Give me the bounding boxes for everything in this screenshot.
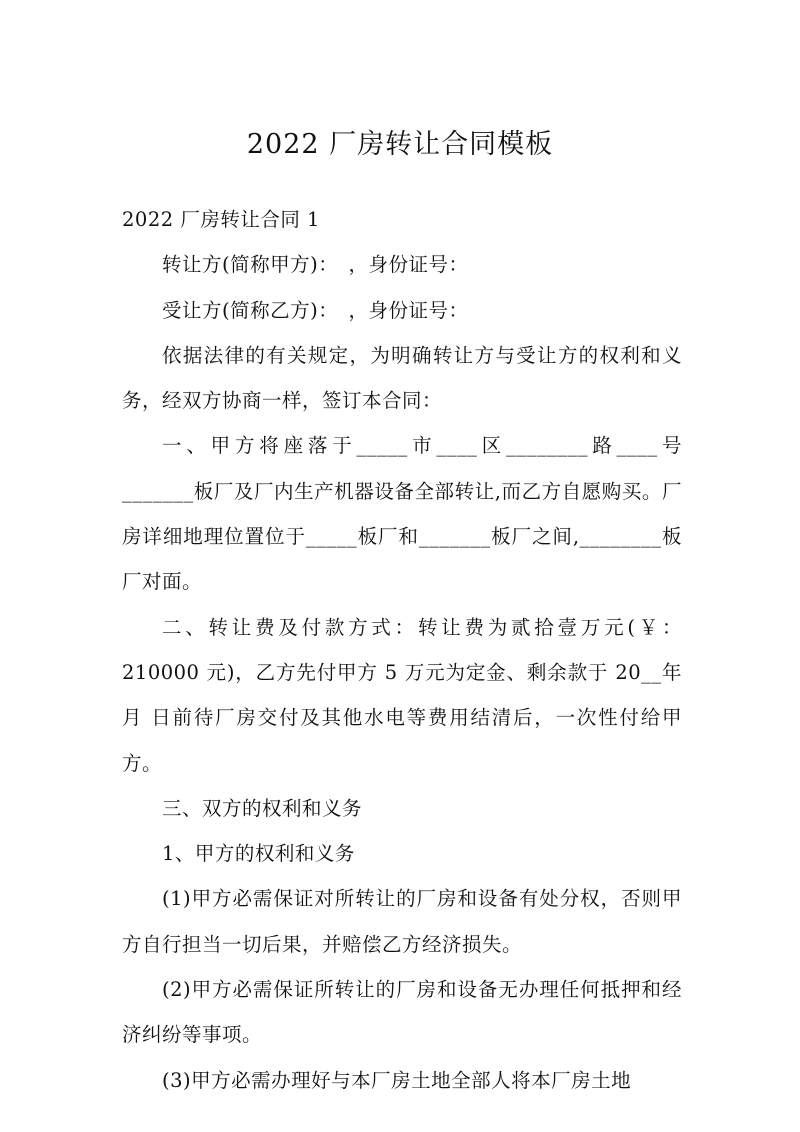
transferee-line: 受让方(简称乙方)： ，身份证号： bbox=[162, 298, 469, 322]
contract-heading: 2022 厂房转让合同 1 bbox=[122, 208, 320, 231]
document-body bbox=[122, 197, 682, 1103]
clause-3-1-item-2: (2)甲方必需保证所转让的厂房和设备无办理任何抵押和经济纠纷等事项。 bbox=[122, 978, 682, 1047]
clause-3-1-item-3: (3)甲方必需办理好与本厂房土地全部人将本厂房土地 bbox=[162, 1068, 632, 1092]
clause-1-paragraph: 一、甲方将座落于_____市____区________路____号_______板厂及厂内生产机器设备全部转让,而乙方自愿购买。厂房详细地理位置位于_____板厂和_______板厂之间,________板厂对面。 bbox=[122, 434, 682, 594]
clause-3-1-item-1: (1)甲方必需保证对所转让的厂房和设备有处分权，否则甲方自行担当一切后果，并赔偿乙方经济损失。 bbox=[122, 887, 682, 956]
preamble-paragraph: 依据法律的有关规定，为明确转让方与受让方的权利和义务，经双方协商一样，签订本合同： bbox=[122, 343, 682, 413]
document-title: 2022 厂房转让合同模板 bbox=[246, 129, 554, 160]
clause-2-paragraph: 二、转让费及付款方式：转让费为贰拾壹万元(￥：210000 元)，乙方先付甲方 5 万元为定金、剩余款于 20__年月 日前待厂房交付及其他水电等费用结清后，一次性付给甲方。 bbox=[122, 615, 682, 775]
clause-3-heading: 三、双方的权利和义务 bbox=[162, 796, 363, 820]
transferor-line: 转让方(简称甲方)： ，身份证号： bbox=[162, 253, 469, 277]
clause-3-1-heading: 1、甲方的权利和义务 bbox=[162, 842, 355, 866]
